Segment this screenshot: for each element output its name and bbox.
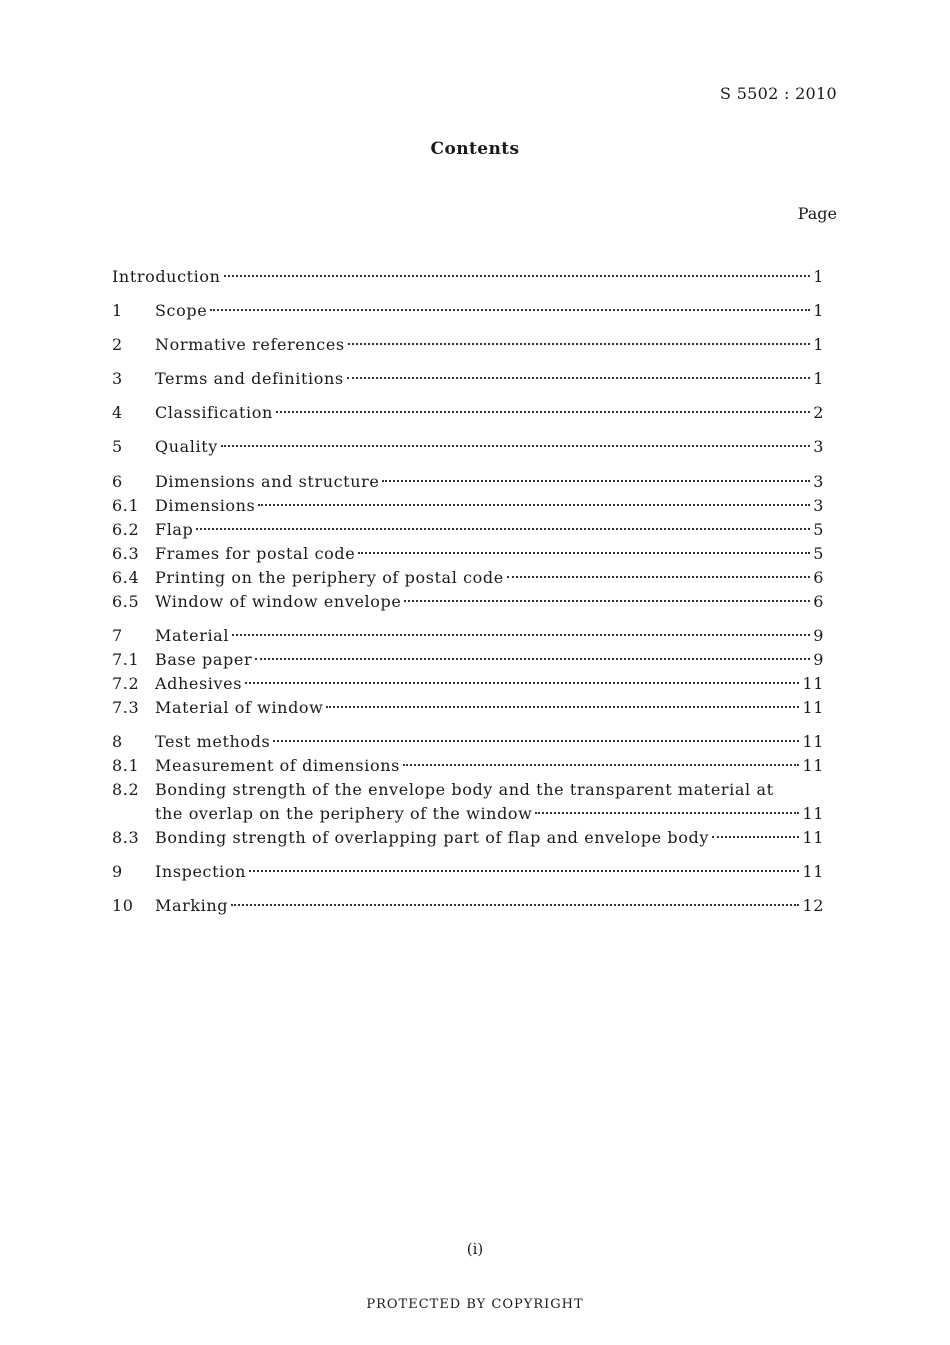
dot-leader — [347, 377, 811, 379]
dot-leader — [358, 552, 810, 554]
toc-entry[interactable] — [112, 780, 824, 802]
toc-entry-page: 9 — [813, 626, 824, 645]
dot-leader — [258, 504, 810, 506]
dot-leader — [403, 764, 800, 766]
toc-entry[interactable] — [112, 650, 824, 672]
toc-entry-title: Normative references — [155, 335, 345, 354]
toc-entry[interactable] — [112, 520, 824, 542]
toc-entry-page: 11 — [802, 804, 824, 823]
toc-entry-page: 1 — [813, 267, 824, 286]
toc-entry-title: Measurement of dimensions — [155, 756, 400, 775]
page-number: (i) — [466, 1240, 484, 1258]
toc-entry[interactable] — [112, 472, 824, 494]
toc-entry-page: 11 — [802, 828, 824, 847]
toc-entry-title: Window of window envelope — [155, 592, 402, 611]
toc-entry-title: Dimensions and structure — [155, 472, 380, 491]
dot-leader — [221, 445, 810, 447]
toc-entry[interactable] — [112, 369, 824, 391]
toc-entry[interactable] — [112, 626, 824, 648]
toc-entry-page: 1 — [813, 369, 824, 388]
toc-entry-page: 11 — [802, 756, 824, 775]
toc-entry-number: 6.4 — [112, 568, 140, 587]
toc-entry-title: Scope — [155, 301, 208, 320]
toc-entry-number: 3 — [112, 369, 123, 388]
toc-entry-title: Classification — [155, 403, 273, 422]
toc-entry-title: Dimensions — [155, 496, 256, 515]
toc-entry-number: 9 — [112, 862, 123, 881]
toc-entry-title: Adhesives — [155, 674, 243, 693]
dot-leader — [535, 812, 799, 814]
toc-entry[interactable] — [112, 756, 824, 778]
toc-entry-title: Bonding strength of the envelope body and the transparent material at — [155, 780, 774, 799]
toc-entry-page: 3 — [813, 437, 824, 456]
toc-entry-page: 12 — [802, 896, 824, 915]
toc-entry-title: Flap — [155, 520, 194, 539]
toc-entry-title: Quality — [155, 437, 218, 456]
page-title: Contents — [430, 139, 520, 159]
toc-entry-number: 7.1 — [112, 650, 140, 669]
dot-leader — [249, 870, 799, 872]
dot-leader — [255, 658, 810, 660]
dot-leader — [507, 576, 810, 578]
dot-leader — [210, 309, 810, 311]
toc-entry-title: Material of window — [155, 698, 324, 717]
toc-entry-page: 11 — [802, 698, 824, 717]
toc-entry-number: 7 — [112, 626, 123, 645]
toc-entry-page: 3 — [813, 496, 824, 515]
toc-entry-page: 11 — [802, 862, 824, 881]
toc-entry[interactable] — [112, 828, 824, 850]
toc-entry-title: Material — [155, 626, 230, 645]
toc-entry-number: 10 — [112, 896, 134, 915]
toc-entry-page: 2 — [813, 403, 824, 422]
toc-entry[interactable] — [112, 896, 824, 918]
toc-entry-page: 3 — [813, 472, 824, 491]
copyright-notice: PROTECTED BY COPYRIGHT — [366, 1297, 584, 1312]
toc-entry[interactable] — [112, 592, 824, 614]
toc-entry[interactable] — [112, 544, 824, 566]
toc-entry-number: 8.3 — [112, 828, 140, 847]
toc-entry[interactable] — [112, 437, 824, 459]
toc-entry[interactable] — [112, 698, 824, 720]
toc-entry-page: 1 — [813, 335, 824, 354]
toc-entry-title: Frames for postal code — [155, 544, 356, 563]
toc-entry-page: 11 — [802, 674, 824, 693]
dot-leader — [273, 740, 799, 742]
toc-entry-title-continued: the overlap on the periphery of the window — [155, 804, 533, 823]
toc-entry-number: 6.3 — [112, 544, 140, 563]
dot-leader — [232, 634, 810, 636]
standard-number: S 5502 : 2010 — [720, 84, 837, 103]
toc-entry-page: 5 — [813, 520, 824, 539]
toc-entry-title: Base paper — [155, 650, 253, 669]
toc-entry[interactable] — [112, 732, 824, 754]
toc-entry-title: Introduction — [112, 267, 221, 286]
toc-entry-number: 8.1 — [112, 756, 140, 775]
toc-entry-page: 5 — [813, 544, 824, 563]
toc-entry-number: 6.5 — [112, 592, 140, 611]
toc-entry-number: 2 — [112, 335, 123, 354]
dot-leader — [224, 275, 811, 277]
toc-entry-number: 5 — [112, 437, 123, 456]
toc-entry-continuation[interactable] — [112, 804, 824, 826]
toc-entry-title: Marking — [155, 896, 229, 915]
toc-entry[interactable] — [112, 568, 824, 590]
toc-entry-title: Printing on the periphery of postal code — [155, 568, 504, 587]
toc-entry-number: 6.1 — [112, 496, 140, 515]
toc-entry-number: 7.3 — [112, 698, 140, 717]
toc-entry-page: 1 — [813, 301, 824, 320]
dot-leader — [231, 904, 799, 906]
page-column-heading: Page — [797, 204, 837, 223]
toc-entry-title: Inspection — [155, 862, 246, 881]
dot-leader — [326, 706, 799, 708]
toc-entry-number: 1 — [112, 301, 123, 320]
dot-leader — [712, 836, 799, 838]
dot-leader — [196, 528, 810, 530]
toc-entry-number: 4 — [112, 403, 123, 422]
toc-entry-introduction[interactable] — [112, 267, 824, 289]
toc-entry-number: 8.2 — [112, 780, 140, 799]
toc-entry-page: 9 — [813, 650, 824, 669]
toc-entry[interactable] — [112, 674, 824, 696]
toc-entry[interactable] — [112, 335, 824, 357]
toc-entry[interactable] — [112, 403, 824, 425]
dot-leader — [245, 682, 799, 684]
toc-entry-number: 7.2 — [112, 674, 140, 693]
toc-entry-page: 6 — [813, 568, 824, 587]
toc-entry-number: 6 — [112, 472, 123, 491]
toc-entry-number: 6.2 — [112, 520, 140, 539]
toc-entry-title: Terms and definitions — [155, 369, 344, 388]
toc-entry-page: 6 — [813, 592, 824, 611]
toc-entry-title: Test methods — [155, 732, 271, 751]
toc-entry[interactable] — [112, 301, 824, 323]
dot-leader — [276, 411, 810, 413]
dot-leader — [382, 480, 810, 482]
toc-entry-number: 8 — [112, 732, 123, 751]
toc-entry[interactable] — [112, 496, 824, 518]
toc-entry-title: Bonding strength of overlapping part of flap and envelope body — [155, 828, 709, 847]
toc-entry-page: 11 — [802, 732, 824, 751]
dot-leader — [348, 343, 811, 345]
dot-leader — [404, 600, 810, 602]
toc-entry[interactable] — [112, 862, 824, 884]
